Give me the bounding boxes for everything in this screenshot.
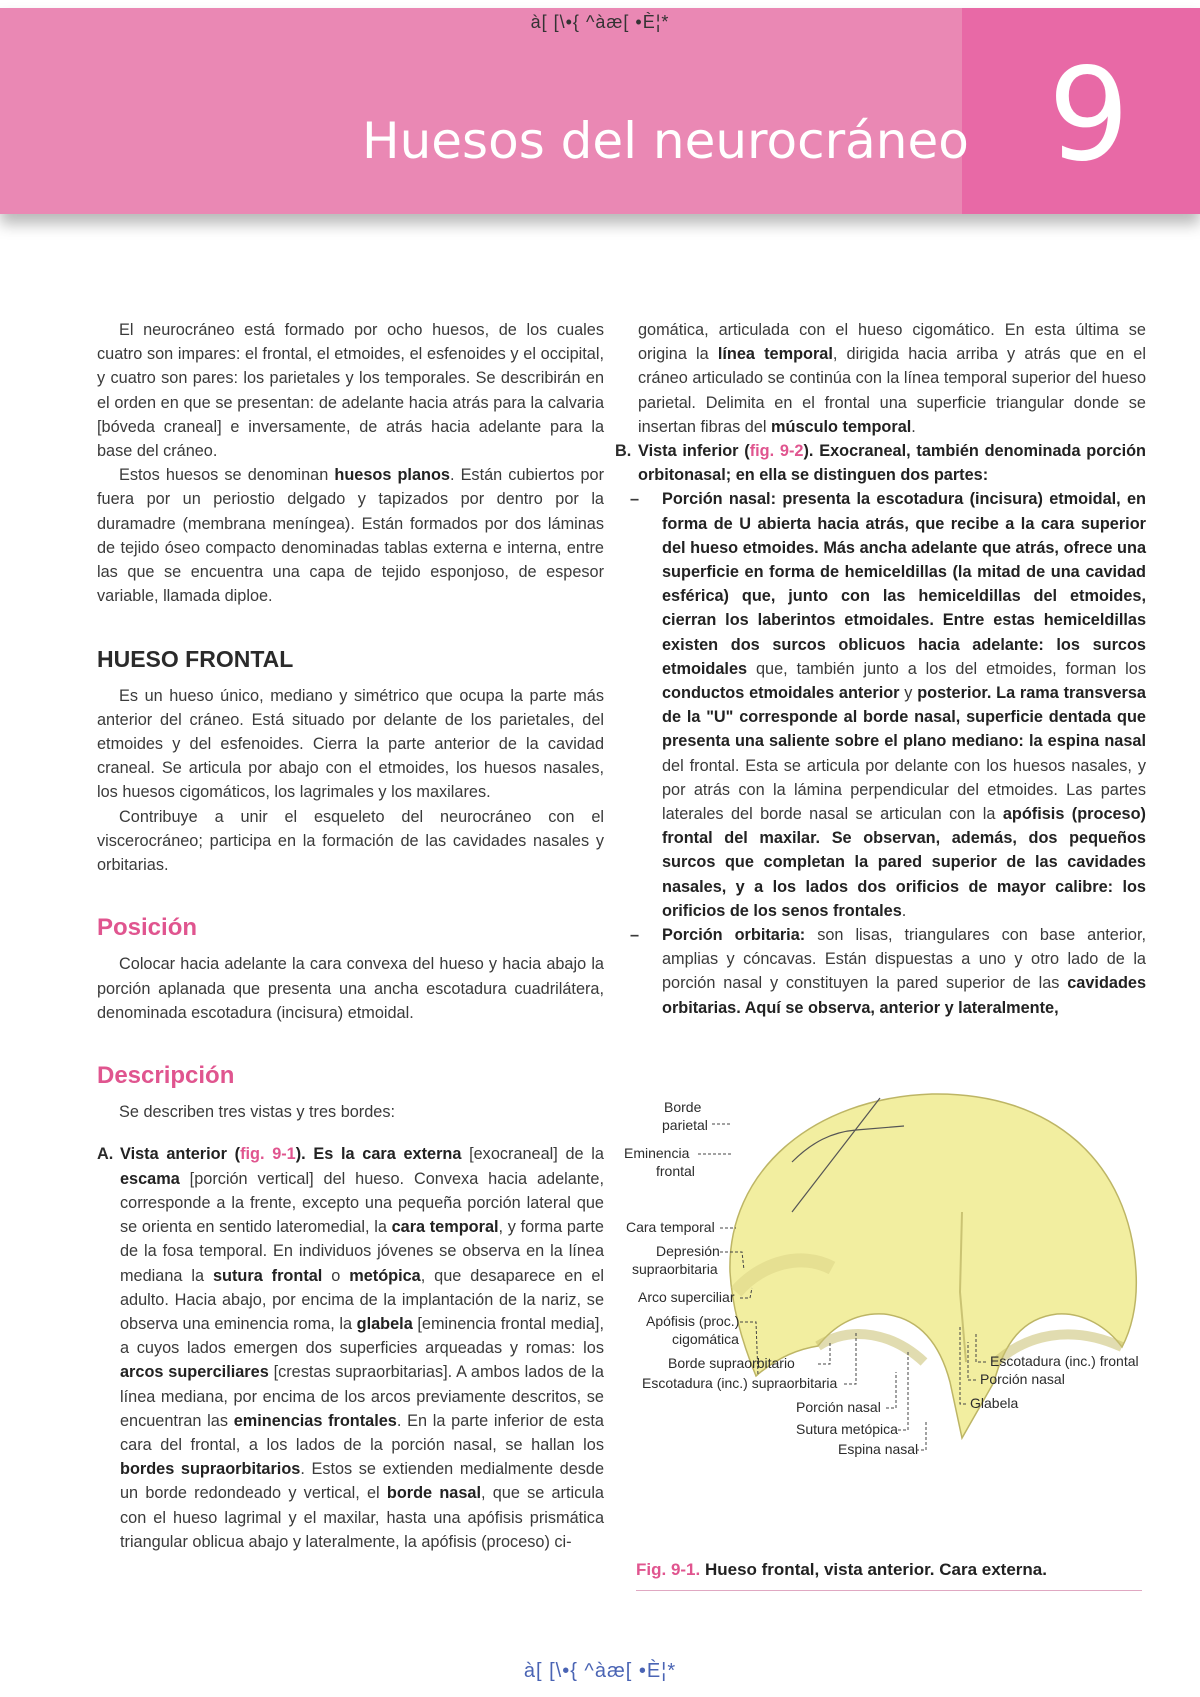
figure-caption bbox=[636, 1560, 1142, 1591]
frontal-bone-illustration bbox=[624, 1092, 1140, 1538]
chapter-number: 9 bbox=[1048, 41, 1130, 190]
figure-number: Fig. 9-1. bbox=[636, 1560, 701, 1579]
svg-text:supraorbitaria: supraorbitaria bbox=[632, 1261, 718, 1277]
svg-text:Porción nasal: Porción nasal bbox=[796, 1399, 881, 1415]
posicion-heading: Posición bbox=[97, 914, 198, 942]
list-item-a: A. Vista anterior (fig. 9-1). Es la cara externa [exocraneal] de la escama [porción vertical] del hueso. Convexa hacia adelante, corresponde a la frente, excepto una pequeña porción lateral que se orienta en sentido lateromedial, la cara temporal, y forma parte de la fosa temporal. En individuos jóvenes se observa en la línea mediana la sutura frontal o metópica, que desaparece en el adulto. Hacia abajo, por encima de la implantación de la nariz, se observa una eminencia roma, la glabela [eminencia frontal media], a cuyos lados emergen dos superficies arqueadas y romas: los arcos superciliares [crestas supraorbitarias]. A ambos lados de la línea mediana, por encima de los arcos previamente descritos, se encuentran las eminencias frontales. En la parte inferior de esta cara del frontal, a los lados de la porción nasal, se hallan los bordes supraorbitarios. Estos se extienden medialmente desde un borde redondeado y vertical, el borde nasal, que se articula con el hueso lagrimal y el maxilar, hasta una apófisis prismática triangular oblicua abajo y lateralmente, la apófisis (proceso) ci- bbox=[97, 1145, 604, 1551]
label-eminencia-frontal bbox=[624, 1145, 732, 1179]
svg-text:Apófisis (proc.): Apófisis (proc.) bbox=[646, 1313, 740, 1329]
dash-item-porcion-nasal: – Porción nasal: presenta la escotadura (incisura) etmoidal, en forma de U abierta hacia atrás, que recibe a la cara superior del hueso etmoides. Más ancha adelante que atrás, ofrece una superficie en forma de hemiceldillas (la mitad de una cavidad esférica) que, junto con las hemiceldillas del etmoides, cierran los laberintos etmoidales. Entre estas hemiceldillas existen dos surcos oblicuos hacia adelante: los surcos etmoidales que, también junto a los del etmoides, forman los conductos etmoidales anterior y posterior. La rama transversa de la "U" corresponde al borde nasal, superficie dentada que presenta una saliente sobre el plano mediano: la espina nasal del frontal. Esta se articula por delante con los huesos nasales, y por atrás con la lámina perpendicular del etmoides. Las partes laterales del borde nasal se articulan con la apófisis (proceso) frontal del maxilar. Se observan, además, dos pequeños surcos que completan la pared superior de las cavidades nasales, y a los lados dos orificios de mayor calibre: los orificios de los senos frontales. bbox=[630, 490, 1146, 920]
svg-text:Borde supraorbitario: Borde supraorbitario bbox=[668, 1355, 795, 1371]
figure-caption-text: Hueso frontal, vista anterior. Cara externa. bbox=[704, 1560, 1047, 1579]
posicion-paragraph: Colocar hacia adelante la cara convexa del hueso y hacia abajo la porción aplanada que presenta una ancha escotadura cuadrilátera, denominada escotadura (incisura) etmoidal. bbox=[97, 955, 604, 1022]
frontal-paragraph-1: Es un hueso único, mediano y simétrico que ocupa la parte más anterior del cráneo. Está situado por delante de los parietales, del etmoides y del esfenoides. Cierra la parte anterior de la cavidad craneal. Se articula por abajo con el etmoides, los huesos nasales, los huesos cigomáticos, los lagrimales y los maxilares. bbox=[97, 686, 604, 802]
label-sutura-metopica bbox=[796, 1352, 908, 1437]
figure-frontal-bone bbox=[624, 1092, 1140, 1538]
svg-text:Escotadura (inc.) frontal: Escotadura (inc.) frontal bbox=[990, 1353, 1139, 1369]
figure-reference-link[interactable]: fig. 9-1 bbox=[240, 1145, 296, 1164]
svg-text:Espina nasal: Espina nasal bbox=[838, 1441, 919, 1457]
svg-text:parietal: parietal bbox=[662, 1117, 708, 1133]
svg-text:frontal: frontal bbox=[656, 1163, 695, 1179]
watermark-bottom: à[ [\•{ ^àæ[ •È¦* bbox=[523, 1660, 677, 1682]
descripcion-heading: Descripción bbox=[97, 1062, 235, 1090]
frontal-paragraph-2: Contribuye a unir el esqueleto del neurocráneo con el viscerocráneo; participa en la formación de las cavidades nasales y orbitarias. bbox=[97, 807, 604, 875]
continuation-paragraph: gomática, articulada con el hueso cigomático. En esta última se origina la línea temporal, dirigida hacia arriba y atrás que en el cráneo articulado se continúa con la línea temporal superior del hueso parietal. Delimita en el frontal una superficie triangular donde se insertan fibras del músculo temporal. bbox=[638, 321, 1146, 436]
svg-text:Sutura metópica: Sutura metópica bbox=[796, 1421, 898, 1437]
dash-item-porcion-orbitaria: – Porción orbitaria: son lisas, triangulares con base anterior, amplias y cóncavas. Están dispuestas a uno y otro lado de la porción nasal y constituyen la pared superior de las cavidades orbitarias. Aquí se observa, anterior y lateralmente, bbox=[630, 926, 1146, 1017]
svg-text:Arco superciliar: Arco superciliar bbox=[638, 1289, 735, 1305]
section-heading: HUESO FRONTAL bbox=[97, 646, 294, 673]
right-column bbox=[615, 318, 1146, 1020]
label-borde-parietal bbox=[662, 1099, 730, 1133]
watermark-top: à[ [\•{ ^àæ[ •È¦* bbox=[530, 12, 670, 32]
svg-text:cigomática: cigomática bbox=[672, 1331, 739, 1347]
svg-text:Eminencia: Eminencia bbox=[624, 1145, 690, 1161]
descripcion-intro: Se describen tres vistas y tres bordes: bbox=[119, 1103, 395, 1122]
chapter-banner bbox=[0, 8, 1200, 214]
intro-paragraph-1: El neurocráneo está formado por ocho huesos, de los cuales cuatro son impares: el frontal, el etmoides, el esfenoides y el occipital, y cuatro son pares: los parietales y los temporales. Se describirán en el orden en que se presentan: de adelante hacia atrás para la calvaria [bóveda craneal] e inversamente, de atrás hacia adelante para la base del cráneo. bbox=[97, 321, 604, 461]
svg-text:Borde: Borde bbox=[664, 1099, 702, 1115]
figure-reference-link[interactable]: fig. 9-2 bbox=[749, 442, 804, 461]
label-depresion-supraorbitaria bbox=[632, 1243, 744, 1277]
svg-text:Glabela: Glabela bbox=[970, 1395, 1019, 1411]
left-column bbox=[97, 318, 604, 1554]
chapter-title: Huesos del neurocráneo bbox=[362, 112, 969, 170]
list-item-b: B. Vista inferior (fig. 9-2). Exocraneal, también denominada porción orbitonasal; en ella se distinguen dos partes: bbox=[615, 442, 1146, 485]
svg-text:Escotadura (inc.) supraorbitar: Escotadura (inc.) supraorbitaria bbox=[642, 1375, 838, 1391]
intro-paragraph-2: Estos huesos se denominan huesos planos. Están cubiertos por fuera por un periostio delgado y tapizados por dentro por la duramadre (membrana meníngea). Están formados por dos láminas de tejido óseo compacto denominadas tablas externa e interna, entre las que se encuentra una capa de tejido esponjoso, de espesor variable, llamada diploe. bbox=[97, 466, 604, 606]
svg-text:Depresión: Depresión bbox=[656, 1243, 720, 1259]
svg-text:Cara temporal: Cara temporal bbox=[626, 1219, 715, 1235]
svg-text:Porción nasal: Porción nasal bbox=[980, 1371, 1065, 1387]
label-cara-temporal bbox=[626, 1219, 736, 1235]
